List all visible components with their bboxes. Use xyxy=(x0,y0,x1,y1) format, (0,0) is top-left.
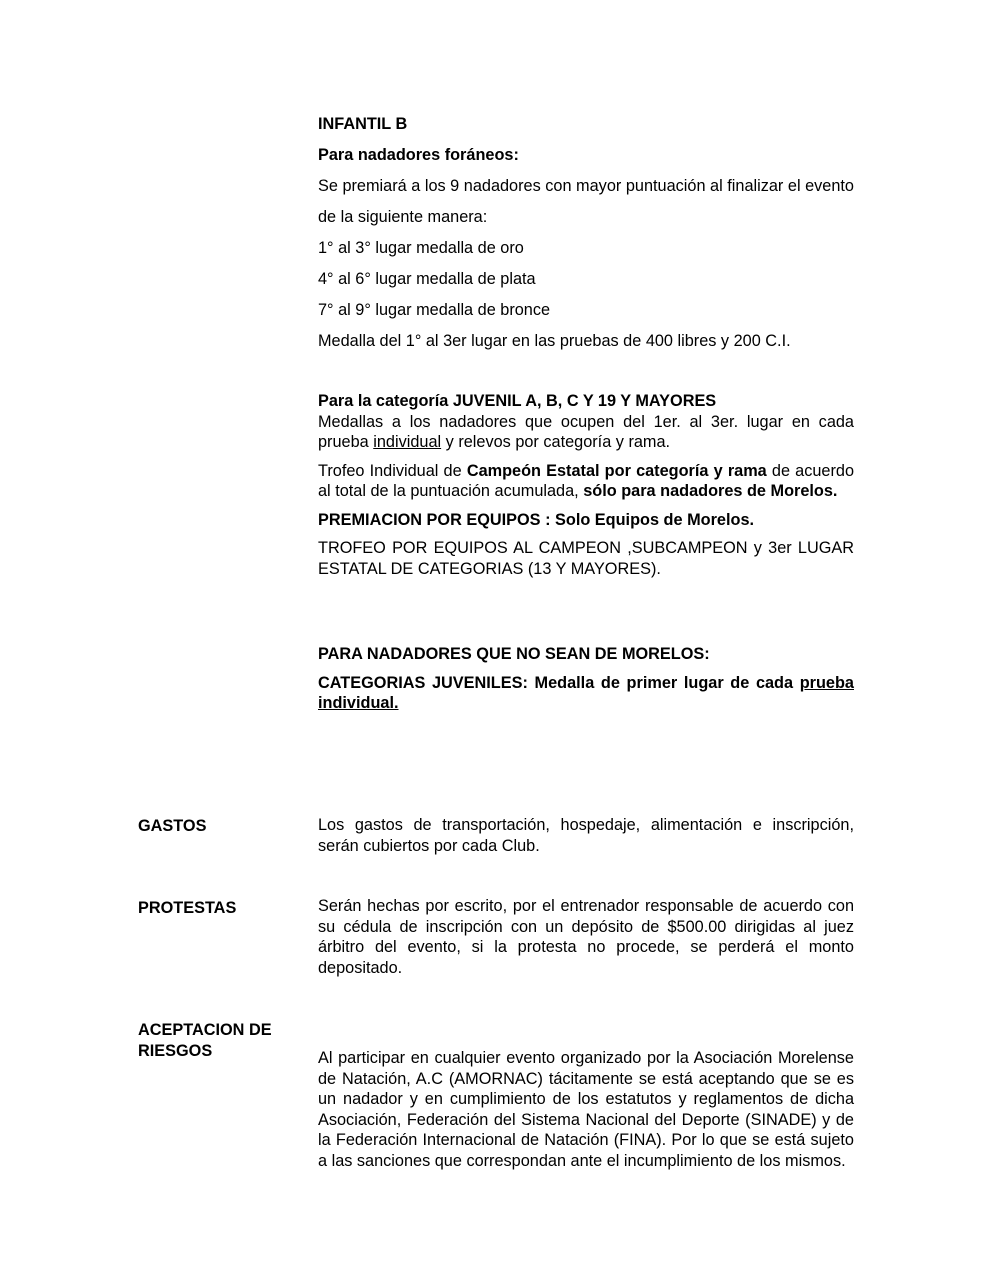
foreign-text: CATEGORIAS JUVENILES: Medalla de primer lugar de cada prueba individual. xyxy=(318,673,854,712)
juvenil-medals: Medallas a los nadadores que ocupen del 1er. al 3er. lugar en cada prueba individual y relevos por categoría y rama. xyxy=(318,412,854,451)
individual-underlined: individual xyxy=(373,433,442,451)
protestas-text: Serán hechas por escrito, por el entrenador responsable de acuerdo con su cédula de inscripción con un depósito de $500.00 dirigidas al juez árbitro del evento, si la protesta no procede, se perderá el monto depositado. xyxy=(318,897,854,977)
gastos-text: Los gastos de transportación, hospedaje, alimentación e inscripción, serán cubiertos por cada Club. xyxy=(318,816,854,855)
foreign-section xyxy=(318,644,854,714)
juvenil-heading: Para la categoría JUVENIL A, B, C Y 19 Y MAYORES xyxy=(318,392,717,410)
place-silver: 4° al 6° lugar medalla de plata xyxy=(318,270,536,288)
juvenil-trophy: Trofeo Individual de Campeón Estatal por categoría y rama de acuerdo al total de la puntuación acumulada, sólo para nadadores de Morelos. xyxy=(318,461,854,500)
infantil-section xyxy=(318,109,854,357)
place-gold: 1° al 3° lugar medalla de oro xyxy=(318,239,524,257)
riesgos-text: Al participar en cualquier evento organizado por la Asociación Morelense de Natación, A.C (AMORNAC) tácitamente se está aceptando que se es un nadador y en cumplimiento de los estatutos y reglamentos de dicha Asociación, Federación del Sistema Nacional del Deporte (SINADE) y de la Federación Internacional de Natación (FINA). Por lo que se está sujeto a las sanciones que correspondan ante el incumplimiento de los mismos. xyxy=(318,1049,854,1170)
place-bronze: 7° al 9° lugar medalla de bronce xyxy=(318,301,551,319)
infantil-subheading: Para nadadores foráneos: xyxy=(318,146,519,164)
prueba-individual-underlined: prueba individual. xyxy=(318,673,854,712)
team-heading: PREMIACION POR EQUIPOS : Solo Equipos de Morelos. xyxy=(318,510,755,529)
team-text: TROFEO POR EQUIPOS AL CAMPEON ,SUBCAMPEON y 3er LUGAR ESTATAL DE CATEGORIAS (13 Y MAYORES). xyxy=(318,539,854,578)
riesgos-label: ACEPTACION DE RIESGOS xyxy=(138,1021,272,1060)
foreign-heading: PARA NADADORES QUE NO SEAN DE MORELOS: xyxy=(318,645,710,663)
infantil-intro: Se premiará a los 9 nadadores con mayor puntuación al finalizar el evento de la siguiente manera: xyxy=(318,177,854,226)
juvenil-section xyxy=(318,391,854,579)
infantil-heading: INFANTIL B xyxy=(318,115,408,133)
infantil-extra: Medalla del 1° al 3er lugar en las pruebas de 400 libres y 200 C.I. xyxy=(318,332,791,350)
gastos-label: GASTOS xyxy=(138,817,207,835)
protestas-label: PROTESTAS xyxy=(138,899,237,917)
